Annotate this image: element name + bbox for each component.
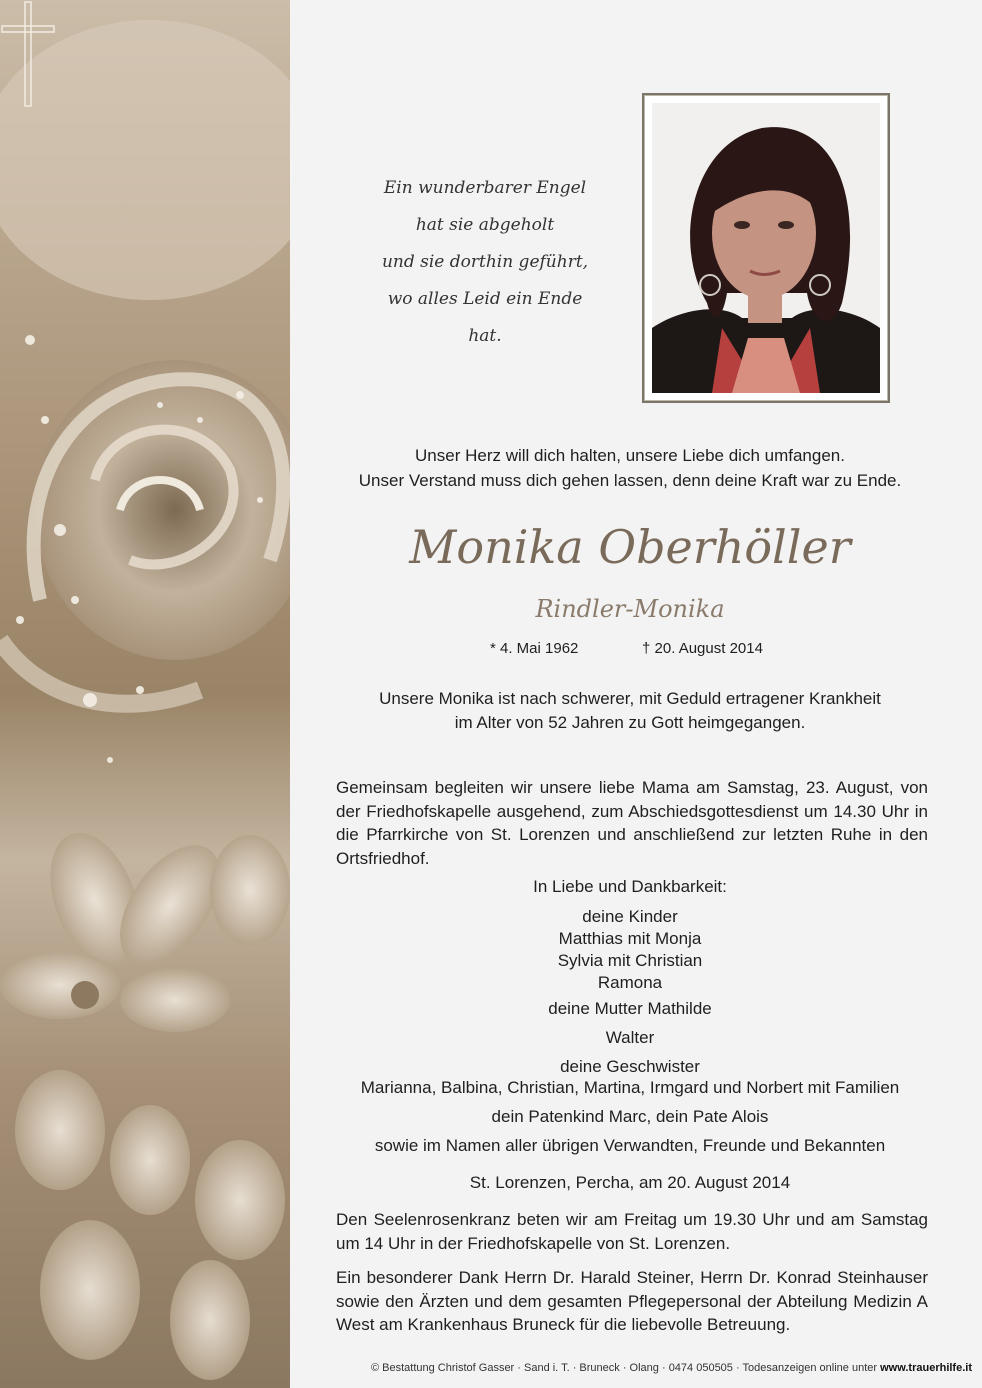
family-intro: In Liebe und Dankbarkeit:: [533, 877, 727, 896]
child-entry: Sylvia mit Christian: [557, 951, 703, 970]
child-entry: Ramona: [597, 973, 663, 992]
funeral-details: Gemeinsam begleiten wir unsere liebe Mama am Samstag, 23. August, von der Friedhofskapelle ausgehend, zum Abschiedsgottesdienst um 14.30 Uhr in die Pfarrkirche von St. Lorenzen und anschließend zur letzten Ruhe in den Ortsfriedhof.: [336, 778, 928, 868]
relatives-entry: sowie im Namen aller übrigen Verwandten, Freunde und Bekannten: [374, 1136, 886, 1155]
children-label: deine Kinder: [582, 907, 678, 926]
rose-flower-image: [0, 0, 290, 1388]
announcement-line: Unsere Monika ist nach schwerer, mit Geduld ertragener Krankheit: [379, 689, 881, 708]
deceased-nickname: Rindler-Monika: [535, 595, 725, 623]
death-date: † 20. August 2014: [642, 640, 763, 657]
portrait-photo: [652, 103, 880, 393]
poem-line: wo alles Leid ein Ende hat.: [387, 289, 583, 346]
rosary-notice: Den Seelenrosenkranz beten wir am Freitag um 19.30 Uhr und am Samstag um 14 Uhr in der Friedhofskapelle von St. Lorenzen.: [336, 1210, 928, 1253]
place-and-date: St. Lorenzen, Percha, am 20. August 2014: [469, 1173, 791, 1192]
siblings-entry: Marianna, Balbina, Christian, Martina, Irmgard und Norbert mit Familien: [360, 1078, 900, 1097]
birth-date: * 4. Mai 1962: [490, 640, 579, 657]
deceased-name: Monika Oberhöller: [409, 520, 851, 574]
poem-line: Ein wunderbarer Engel: [383, 178, 587, 198]
children-block: [300, 906, 960, 994]
quote-line: Unser Verstand muss dich gehen lassen, denn deine Kraft war zu Ende.: [358, 471, 902, 490]
announcement: [300, 687, 960, 735]
announcement-line: im Alter von 52 Jahren zu Gott heimgegangen.: [454, 713, 806, 732]
poem-line: hat sie abgeholt: [415, 215, 555, 235]
mother-entry: deine Mutter Mathilde: [548, 999, 712, 1018]
quote-line: Unser Herz will dich halten, unsere Liebe dich umfangen.: [415, 446, 845, 465]
walter-entry: Walter: [605, 1028, 655, 1047]
footer: [300, 1362, 972, 1374]
siblings-label: deine Geschwister: [560, 1057, 700, 1076]
portrait-frame: [642, 93, 890, 403]
thanks-notice: Ein besonderer Dank Herrn Dr. Harald Steiner, Herrn Dr. Konrad Steinhauser sowie den Ärzten und dem gesamten Pflegepersonal der Abteilung Medizin A West am Krankenhaus Bruneck für die liebevolle Betreuung.: [336, 1268, 928, 1334]
child-entry: Matthias mit Monja: [558, 929, 702, 948]
footer-link[interactable]: www.trauerhilfe.it: [880, 1362, 972, 1374]
cross-icon: [0, 0, 56, 108]
poem-line: und sie dorthin geführt,: [381, 252, 589, 272]
quote-block: [300, 443, 960, 493]
rose-decoration-panel: [0, 0, 290, 1388]
poem: [370, 170, 600, 355]
footer-text: © Bestattung Christof Gasser · Sand i. T. · Bruneck · Olang · 0474 050505 · Todesanzeigen online unter: [371, 1362, 881, 1374]
godchild-entry: dein Patenkind Marc, dein Pate Alois: [491, 1107, 769, 1126]
